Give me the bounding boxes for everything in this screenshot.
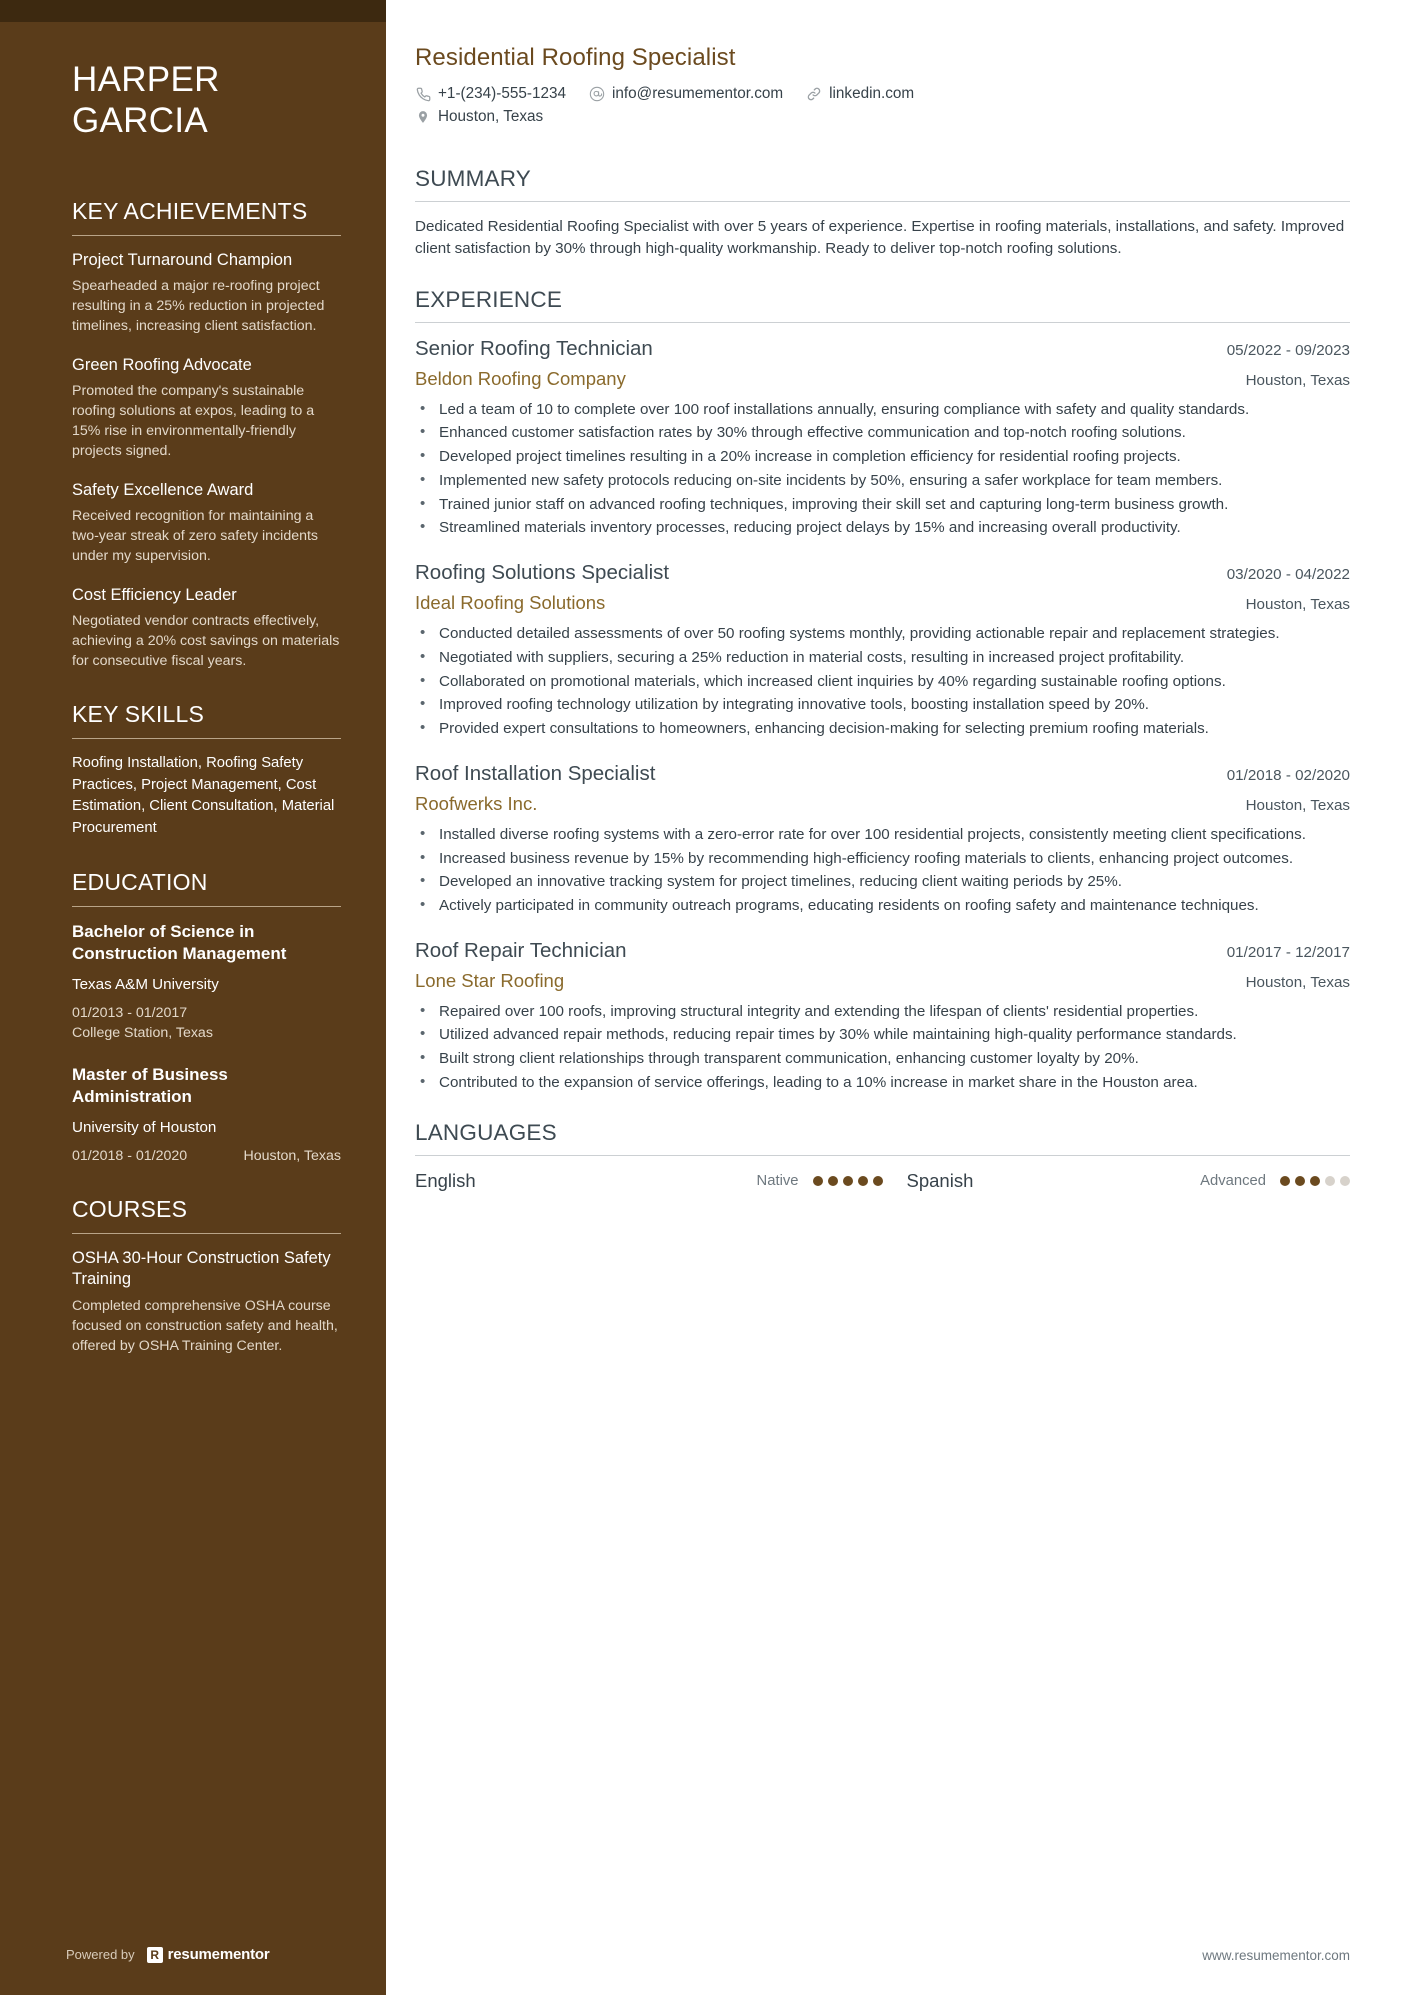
experience-company-row bbox=[415, 592, 1350, 614]
section-divider bbox=[72, 1233, 341, 1234]
experience-bullet: • Developed an innovative tracking system for project timelines, reducing client waiting periods by 25%. bbox=[415, 871, 1350, 893]
language-level: Advanced bbox=[1200, 1172, 1266, 1189]
education-item bbox=[72, 1064, 341, 1167]
experience-role-row bbox=[415, 561, 1350, 585]
experience-bullet: • Contributed to the expansion of service offerings, leading to a 10% increase in market share in the Houston area. bbox=[415, 1072, 1350, 1094]
email-icon bbox=[589, 86, 605, 102]
experience-bullets bbox=[415, 824, 1350, 917]
dot-filled bbox=[843, 1176, 853, 1186]
experience-location: Houston, Texas bbox=[1245, 596, 1350, 614]
achievement-item bbox=[72, 355, 341, 461]
experience-company-row bbox=[415, 368, 1350, 390]
dot-filled bbox=[1280, 1176, 1290, 1186]
experience-item bbox=[415, 762, 1350, 917]
achievement-list bbox=[72, 250, 341, 672]
dot-empty bbox=[1325, 1176, 1335, 1186]
section-heading-education: EDUCATION bbox=[72, 869, 208, 896]
experience-bullet: • Conducted detailed assessments of over 50 roofing systems monthly, providing actionable repair and replacement strategies. bbox=[415, 623, 1350, 645]
experience-dates: 05/2022 - 09/2023 bbox=[1226, 341, 1350, 359]
experience-bullet: • Developed project timelines resulting in a 20% increase in completion efficiency for residential roofing projects. bbox=[415, 446, 1350, 468]
course-title: OSHA 30-Hour Construction Safety Training bbox=[72, 1249, 331, 1289]
experience-bullet: • Negotiated with suppliers, securing a 25% reduction in material costs, resulting in increased project profitability. bbox=[415, 647, 1350, 669]
achievement-description: Spearheaded a major re-roofing project resulting in a 25% reduction in projected timelines, increasing client satisfaction. bbox=[72, 277, 325, 334]
section-key-achievements bbox=[72, 198, 341, 672]
main-content bbox=[386, 0, 1410, 1995]
section-heading-summary: SUMMARY bbox=[415, 166, 531, 191]
achievement-item bbox=[72, 250, 341, 336]
language-list bbox=[415, 1170, 1350, 1192]
education-meta bbox=[72, 1147, 341, 1167]
dot-filled bbox=[1310, 1176, 1320, 1186]
achievement-description: Negotiated vendor contracts effectively, achieving a 20% cost savings on materials for consecutive fiscal years. bbox=[72, 612, 340, 670]
experience-role: Roof Installation Specialist bbox=[415, 761, 656, 785]
course-item bbox=[72, 1248, 341, 1356]
resumementor-logo-text: resumementor bbox=[167, 1946, 270, 1963]
section-heading-experience: EXPERIENCE bbox=[415, 286, 563, 312]
experience-bullet: • Provided expert consultations to homeowners, enhancing decision-making for selecting premium roofing materials. bbox=[415, 718, 1350, 740]
contact-row-secondary bbox=[415, 108, 1350, 126]
experience-company: Lone Star Roofing bbox=[415, 969, 565, 991]
experience-location: Houston, Texas bbox=[1245, 973, 1350, 991]
language-proficiency-dots bbox=[1280, 1176, 1350, 1186]
location-pin-icon bbox=[415, 109, 431, 125]
language-proficiency-dots bbox=[813, 1176, 883, 1186]
section-divider bbox=[415, 322, 1350, 323]
experience-dates: 01/2017 - 12/2017 bbox=[1226, 943, 1350, 961]
experience-bullet: • Improved roofing technology utilization by integrating innovative tools, boosting installation speed by 20%. bbox=[415, 694, 1350, 716]
experience-role-row bbox=[415, 762, 1350, 786]
contact-email[interactable] bbox=[589, 85, 783, 103]
language-item bbox=[883, 1170, 1351, 1192]
sidebar-top-accent-bar bbox=[0, 0, 386, 22]
contact-location-value: Houston, Texas bbox=[438, 108, 544, 125]
course-description: Completed comprehensive OSHA course focused on construction safety and health, offered by OSHA Training Center. bbox=[72, 1297, 338, 1354]
section-summary bbox=[415, 166, 1350, 261]
education-school: Texas A&M University bbox=[72, 976, 219, 994]
achievement-title: Project Turnaround Champion bbox=[72, 250, 293, 269]
experience-item bbox=[415, 561, 1350, 740]
dot-filled bbox=[873, 1176, 883, 1186]
contact-row-primary bbox=[415, 85, 1350, 103]
sidebar bbox=[0, 0, 386, 1995]
footer-website-url: www.resumementor.com bbox=[1202, 1948, 1350, 1963]
experience-bullet: • Implemented new safety protocols reducing on-site incidents by 50%, ensuring a safer workplace for team members. bbox=[415, 470, 1350, 492]
education-location: College Station, Texas bbox=[72, 1025, 213, 1041]
experience-item bbox=[415, 939, 1350, 1094]
section-divider bbox=[72, 738, 341, 739]
section-divider bbox=[415, 1155, 1350, 1156]
experience-bullet: • Repaired over 100 roofs, improving structural integrity and extending the lifespan of clients' residential properties. bbox=[415, 1001, 1350, 1023]
experience-bullet: • Trained junior staff on advanced roofing techniques, improving their skill set and capturing long-term business growth. bbox=[415, 494, 1350, 516]
section-key-skills bbox=[72, 701, 341, 839]
section-heading-key-skills: KEY SKILLS bbox=[72, 701, 204, 728]
experience-location: Houston, Texas bbox=[1245, 371, 1350, 389]
dot-filled bbox=[858, 1176, 868, 1186]
experience-bullet: • Led a team of 10 to complete over 100 roof installations annually, ensuring compliance with safety and quality standards. bbox=[415, 399, 1350, 421]
section-heading-courses: COURSES bbox=[72, 1196, 188, 1223]
section-experience bbox=[415, 287, 1350, 1094]
experience-role-row bbox=[415, 939, 1350, 963]
experience-bullet: • Built strong client relationships through transparent communication, enhancing customer loyalty by 20%. bbox=[415, 1048, 1350, 1070]
experience-bullet: • Increased business revenue by 15% by recommending high-efficiency roofing materials to clients, enhancing project outcomes. bbox=[415, 848, 1350, 870]
language-item bbox=[415, 1170, 883, 1192]
dot-filled bbox=[1295, 1176, 1305, 1186]
candidate-name bbox=[72, 60, 341, 142]
education-location: Houston, Texas bbox=[243, 1147, 341, 1164]
experience-bullets bbox=[415, 623, 1350, 740]
contact-phone-value: +1-(234)-555-1234 bbox=[438, 85, 566, 102]
experience-company: Beldon Roofing Company bbox=[415, 367, 626, 389]
experience-dates: 03/2020 - 04/2022 bbox=[1226, 566, 1350, 584]
contact-info bbox=[415, 85, 1350, 126]
achievement-title: Cost Efficiency Leader bbox=[72, 586, 237, 605]
experience-role-row bbox=[415, 337, 1350, 361]
experience-item bbox=[415, 337, 1350, 539]
achievement-title: Safety Excellence Award bbox=[72, 481, 254, 500]
contact-email-value: info@resumementor.com bbox=[612, 85, 784, 102]
experience-role: Roofing Solutions Specialist bbox=[415, 561, 670, 585]
education-dates: 01/2018 - 01/2020 bbox=[72, 1147, 188, 1164]
achievement-item bbox=[72, 480, 341, 566]
powered-by-label: Powered by bbox=[66, 1947, 135, 1962]
section-divider bbox=[72, 906, 341, 907]
section-heading-key-achievements: KEY ACHIEVEMENTS bbox=[72, 197, 308, 224]
education-meta bbox=[72, 1004, 341, 1043]
achievement-item bbox=[72, 585, 341, 671]
phone-icon bbox=[415, 86, 431, 102]
dot-empty bbox=[1340, 1176, 1350, 1186]
contact-phone[interactable] bbox=[415, 85, 566, 103]
language-level: Native bbox=[756, 1172, 799, 1189]
dot-filled bbox=[813, 1176, 823, 1186]
headline-job-title: Residential Roofing Specialist bbox=[415, 44, 736, 71]
education-degree: Master of Business Administration bbox=[72, 1064, 228, 1106]
experience-bullet: • Collaborated on promotional materials, which increased client inquiries by 40% regarding sustainable roofing options. bbox=[415, 671, 1350, 693]
education-dates: 01/2013 - 01/2017 bbox=[72, 1005, 188, 1022]
experience-bullets bbox=[415, 1001, 1350, 1094]
experience-company: Roofwerks Inc. bbox=[415, 792, 538, 814]
experience-role: Roof Repair Technician bbox=[415, 938, 627, 962]
section-courses bbox=[72, 1196, 341, 1356]
experience-bullet: • Streamlined materials inventory processes, reducing project delays by 15% and increasing overall productivity. bbox=[415, 517, 1350, 539]
experience-bullets bbox=[415, 399, 1350, 539]
section-heading-languages: LANGUAGES bbox=[415, 1119, 557, 1145]
experience-company-row bbox=[415, 793, 1350, 815]
education-item bbox=[72, 921, 341, 1043]
experience-bullet: • Installed diverse roofing systems with a zero-error rate for over 100 residential projects, consistently meeting client specifications. bbox=[415, 824, 1350, 846]
contact-linkedin-value: linkedin.com bbox=[829, 85, 915, 102]
achievement-description: Promoted the company's sustainable roofing solutions at expos, leading to a 15% rise in environmentally-friendly projects signed. bbox=[72, 382, 315, 460]
sidebar-footer bbox=[66, 1946, 269, 1963]
education-school: University of Houston bbox=[72, 1118, 217, 1136]
experience-bullet: • Actively participated in community outreach programs, educating residents on roofing safety and maintenance techniques. bbox=[415, 895, 1350, 917]
candidate-last-name: GARCIA bbox=[72, 100, 208, 140]
achievement-title: Green Roofing Advocate bbox=[72, 355, 252, 374]
experience-company: Ideal Roofing Solutions bbox=[415, 592, 606, 614]
experience-company-row bbox=[415, 970, 1350, 992]
experience-location: Houston, Texas bbox=[1245, 796, 1350, 814]
contact-linkedin[interactable] bbox=[806, 85, 914, 103]
education-degree: Bachelor of Science in Construction Management bbox=[72, 922, 287, 964]
contact-location bbox=[415, 108, 543, 126]
section-education bbox=[72, 869, 341, 1166]
language-name: Spanish bbox=[906, 1169, 974, 1191]
experience-bullet: • Enhanced customer satisfaction rates by 30% through effective communication and top-notch roofing solutions. bbox=[415, 422, 1350, 444]
link-icon bbox=[806, 86, 822, 102]
dot-filled bbox=[828, 1176, 838, 1186]
skills-text: Roofing Installation, Roofing Safety Practices, Project Management, Cost Estimation, Client Consultation, Material Procurement bbox=[72, 755, 335, 836]
experience-bullet: • Utilized advanced repair methods, reducing repair times by 30% while maintaining high-quality performance standards. bbox=[415, 1024, 1350, 1046]
candidate-first-name: HARPER bbox=[72, 60, 220, 99]
achievement-description: Received recognition for maintaining a two-year streak of zero safety incidents under my supervision. bbox=[72, 507, 319, 565]
section-languages bbox=[415, 1120, 1350, 1192]
section-divider bbox=[72, 235, 341, 236]
resumementor-logo[interactable] bbox=[147, 1946, 270, 1963]
experience-dates: 01/2018 - 02/2020 bbox=[1226, 766, 1350, 784]
section-divider bbox=[415, 201, 1350, 202]
experience-role: Senior Roofing Technician bbox=[415, 336, 653, 360]
language-name: English bbox=[415, 1169, 476, 1191]
resumementor-logo-mark-icon: R bbox=[147, 1947, 163, 1963]
summary-text: Dedicated Residential Roofing Specialist with over 5 years of experience. Expertise in roofing materials, installations, and safety. Improved client satisfaction by 30% through high-quality workmanship. Ready to deliver top-notch roofing solutions. bbox=[415, 218, 1345, 258]
